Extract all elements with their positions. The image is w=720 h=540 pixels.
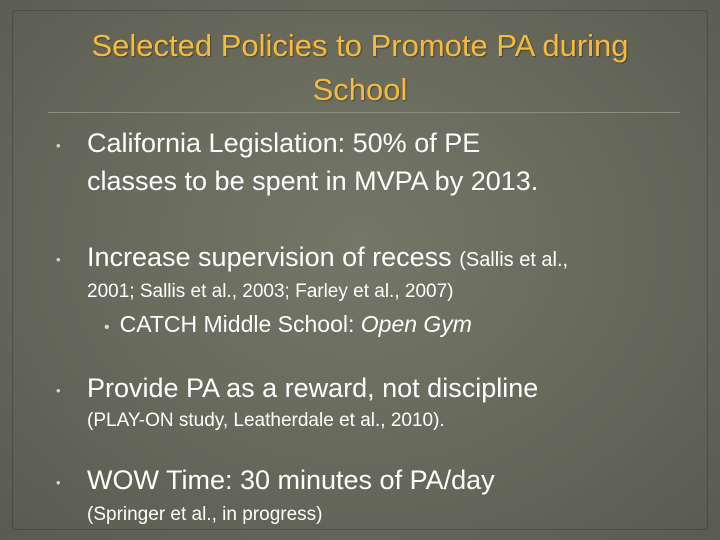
slide-title	[20, 24, 700, 112]
item-main-text: WOW Time: 30 minutes of PA/day	[87, 465, 495, 495]
sub-item-text: CATCH Middle School:	[119, 311, 355, 337]
bullet-marker: •	[56, 138, 61, 153]
item-citation-start: (Sallis et al.,	[459, 249, 569, 271]
sub-bullet-marker: •	[104, 319, 110, 336]
item-text-line-1: California Legislation: 50% of PE	[87, 128, 481, 158]
item-citation: 2001; Sallis et al., 2003; Farley et al., 2007)	[87, 281, 454, 302]
item-citation: (PLAY-ON study, Leatherdale et al., 2010).	[87, 410, 445, 431]
item-main-text: Provide PA as a reward, not discipline	[87, 373, 539, 403]
item-text-line-2: classes to be spent in MVPA by 2013.	[87, 166, 539, 196]
bullet-marker: •	[56, 383, 61, 398]
sub-item-italic: Open Gym	[360, 311, 472, 337]
bullet-marker: •	[56, 475, 61, 490]
item-text	[87, 238, 568, 279]
title-divider	[48, 112, 680, 113]
item-main-text: Increase supervision of recess	[87, 242, 452, 272]
sub-bullet-catch	[104, 309, 472, 343]
title-line-2: School	[312, 72, 408, 107]
item-citation: (Springer et al., in progress)	[87, 504, 323, 525]
bullet-marker: •	[56, 252, 61, 267]
title-line-1: Selected Policies to Promote PA during	[91, 28, 629, 63]
